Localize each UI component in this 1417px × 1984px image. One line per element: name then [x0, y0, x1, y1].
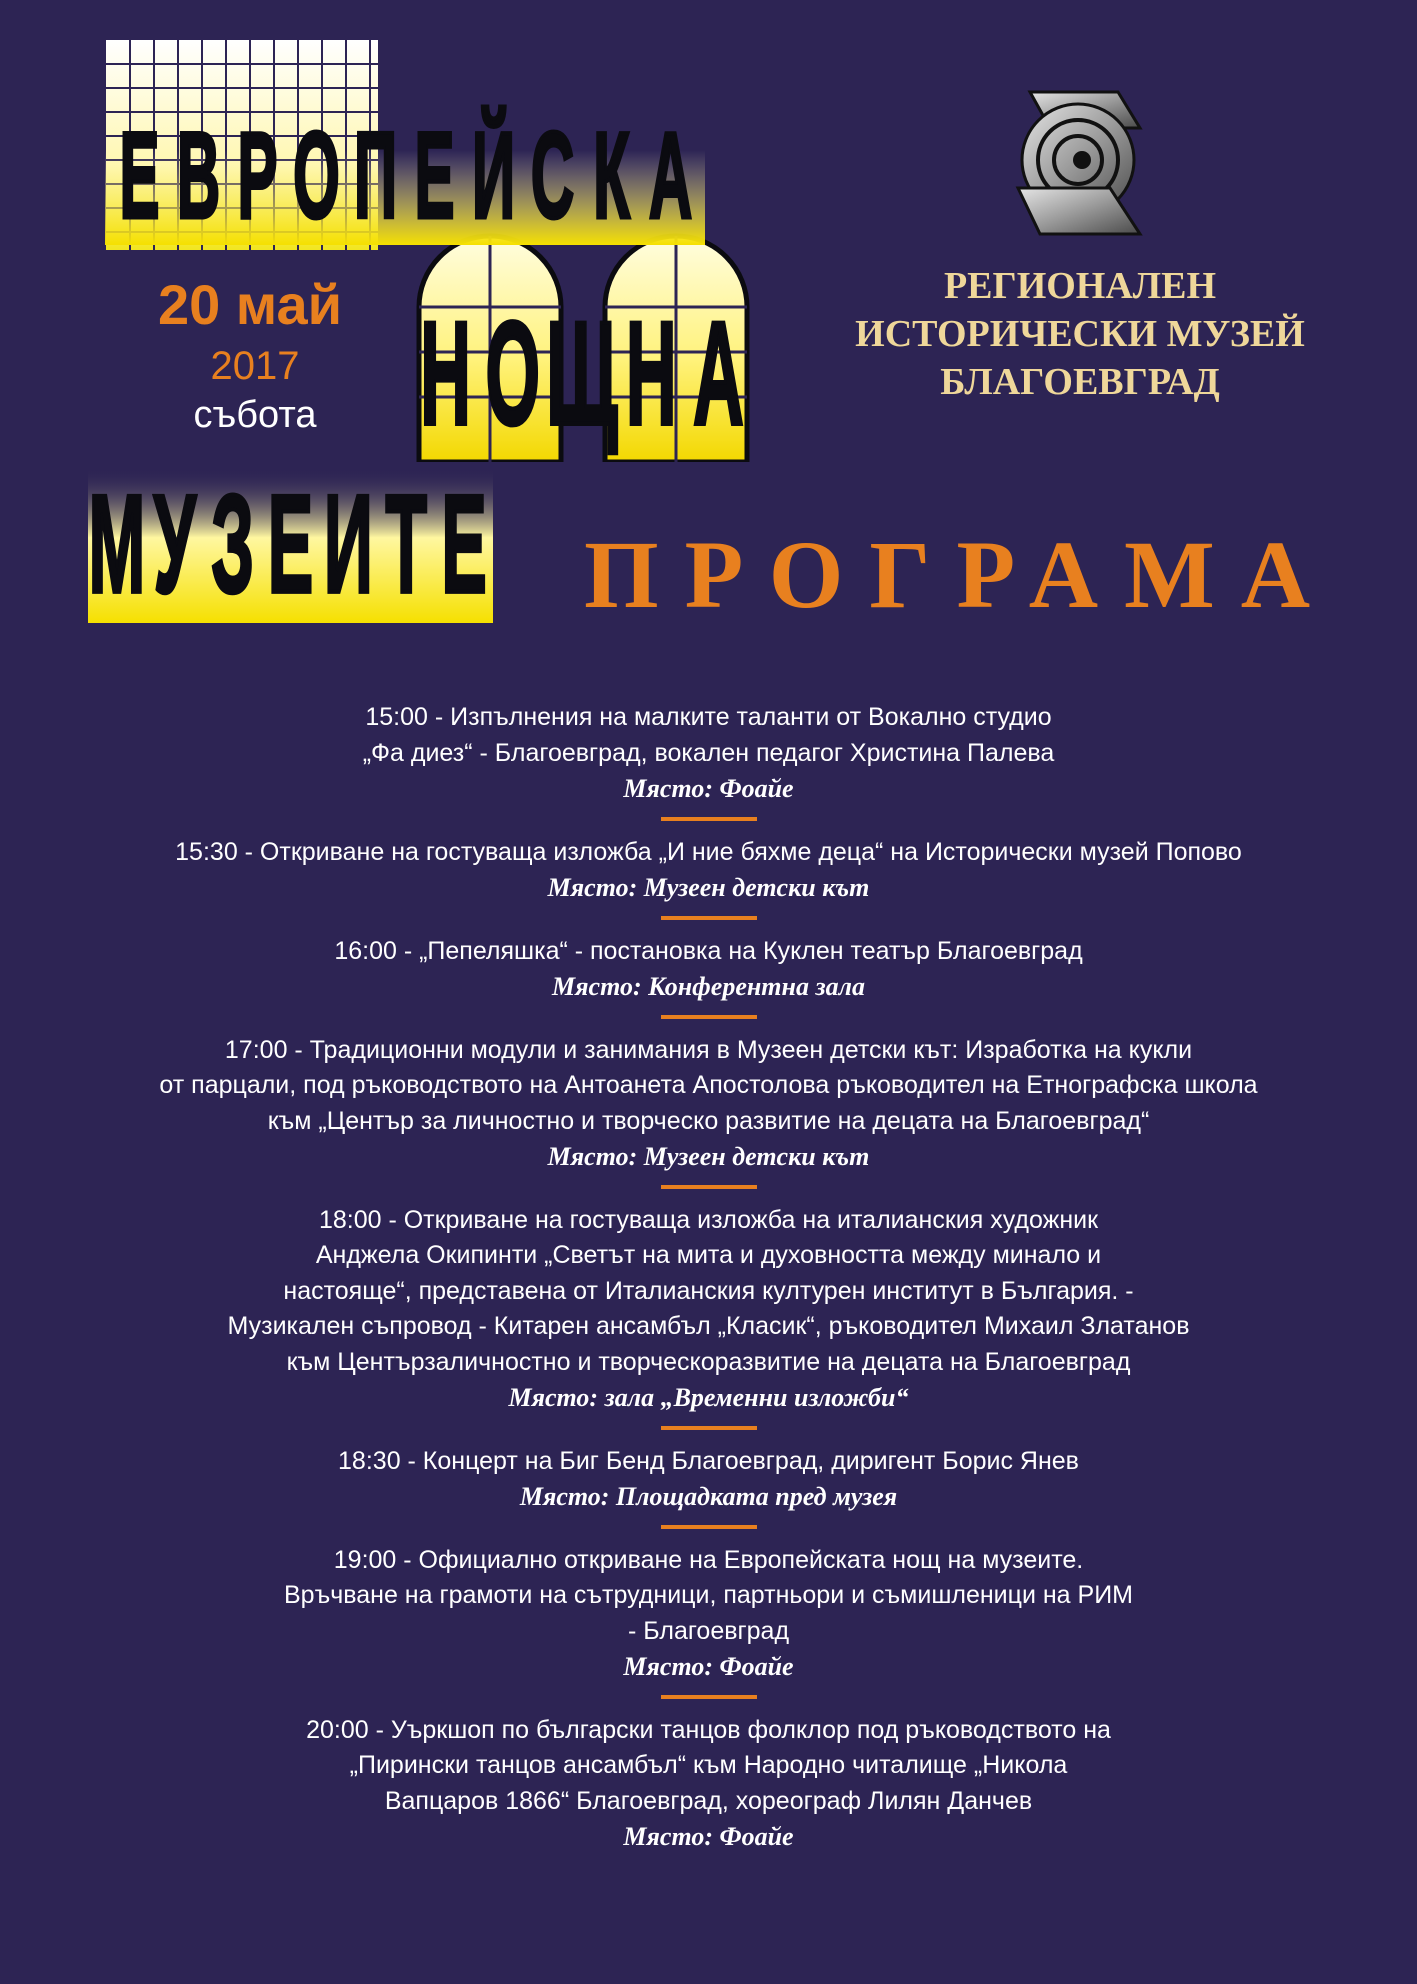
- title-letter: Е: [119, 106, 160, 245]
- title-letter: А: [693, 291, 744, 456]
- event-line: настояще“, представена от Италианския културен институт в България. -: [283, 1276, 1134, 1305]
- schedule-event: [40, 700, 1377, 807]
- event-line: 16:00 - „Пепеляшка“ - постановка на Куклен театър Благоевград: [334, 936, 1083, 965]
- event-line: 18:30 - Концерт на Биг Бенд Благоевград, диригент Борис Янев: [338, 1446, 1079, 1475]
- event-line: 19:00 - Официално откриване на Европейската нощ на музеите.: [333, 1545, 1084, 1574]
- event-line: Анджела Окипинти „Светът на мита и духовността между минало и: [315, 1241, 1102, 1269]
- event-place: Място: Фоайе: [623, 774, 794, 803]
- title-letter: Е: [414, 106, 455, 245]
- museum-name-line: БЛАГОЕВГРАД: [940, 361, 1220, 403]
- event-line: от парцали, под ръководството на Антоанета Апостолова ръководител на Етнографска школа: [159, 1071, 1258, 1099]
- event-line: 15:00 - Изпълнения на малките таланти от Вокално студио: [365, 703, 1052, 731]
- title-letter: О: [485, 291, 540, 456]
- schedule-event: [40, 934, 1377, 1005]
- title-letter: С: [530, 106, 575, 245]
- title-letter: Н: [625, 291, 677, 456]
- title-letter: И: [323, 466, 373, 623]
- separator: [661, 1185, 757, 1189]
- event-line: 18:00 - Откриване на гостуваща изложба на италианския художник: [318, 1205, 1099, 1234]
- event-place: Място: Площадката пред музея: [519, 1482, 898, 1511]
- event-line: „Пирински танцов ансамбъл“ към Народно читалище „Никола: [349, 1751, 1068, 1779]
- title-letter: Н: [420, 291, 471, 456]
- separator: [661, 1015, 757, 1019]
- schedule-event: [40, 1033, 1377, 1175]
- separator: [661, 916, 757, 920]
- separator: [661, 1426, 757, 1430]
- title-letter: Е: [267, 466, 314, 623]
- title-letter: Щ: [546, 291, 618, 456]
- separator: [661, 1695, 757, 1699]
- event-line: 15:30 - Откриване на гостуваща изложба „И ние бяхме деца“ на Исторически музей Попово: [175, 837, 1242, 866]
- title-letter: Е: [441, 466, 487, 623]
- schedule: [40, 700, 1377, 1855]
- event-line: към „Център за личностно и творческо развитие на децата на Благоевград“: [267, 1106, 1150, 1135]
- title-letter: А: [648, 106, 693, 245]
- event-line: - Благоевград: [627, 1616, 790, 1645]
- title-letter: П: [353, 106, 398, 245]
- event-place: Място: Музеен детски кът: [547, 1142, 870, 1171]
- title-word-night: [412, 291, 752, 460]
- title-word-museums: [88, 466, 493, 625]
- schedule-event: [40, 1543, 1377, 1685]
- event-line: 20:00 - Уъркшоп по български танцов фолклор под ръководството на: [306, 1715, 1111, 1744]
- title-letter: М: [88, 466, 146, 623]
- separator: [661, 1525, 757, 1529]
- schedule-event: [40, 1444, 1377, 1515]
- schedule-event: [40, 1203, 1377, 1416]
- schedule-event: [40, 1713, 1377, 1855]
- museum-name-line: ИСТОРИЧЕСКИ МУЗЕЙ: [855, 313, 1305, 355]
- event-place: Място: зала „Временни изложби“: [508, 1383, 909, 1412]
- title-letter: Р: [237, 106, 278, 245]
- event-line: 17:00 - Традиционни модули и занимания в Музеен детски кът: Изработка на кукли: [224, 1035, 1193, 1064]
- event-weekday: събота: [193, 394, 317, 436]
- program-title: ПРОГРАМА: [583, 521, 1337, 628]
- title-word-european: [110, 106, 700, 245]
- event-place: Място: Фоайе: [623, 1652, 794, 1681]
- event-date: 20 май: [157, 273, 343, 336]
- title-letter: У: [153, 466, 196, 623]
- title-letter: З: [211, 466, 254, 623]
- title-letter: Й: [471, 106, 516, 245]
- title-letter: В: [176, 106, 221, 245]
- schedule-event: [40, 835, 1377, 906]
- museum-name-line: РЕГИОНАЛЕН: [943, 265, 1217, 307]
- event-line: „Фа диез“ - Благоевград, вокален педагог Христина Палева: [362, 738, 1055, 767]
- title-letter: К: [593, 106, 630, 245]
- event-line: към Центързаличностно и творческоразвитие на децата на Благоевград: [286, 1347, 1131, 1376]
- event-line: Музикален съпровод - Китарен ансамбъл „Класик“, ръководител Михаил Златанов: [227, 1312, 1190, 1340]
- event-place: Място: Фоайе: [623, 1822, 794, 1851]
- event-place: Място: Музеен детски кът: [547, 873, 870, 902]
- event-year: 2017: [210, 344, 300, 388]
- title-letter: Т: [385, 466, 427, 623]
- event-line: Вапцаров 1866“ Благоевград, хореограф Лилян Данчев: [384, 1786, 1033, 1815]
- separator: [661, 817, 757, 821]
- museum-logo-icon: [990, 88, 1150, 238]
- museum-name: [800, 262, 1360, 406]
- event-line: Връчване на грамоти на сътрудници, партньори и съмишленици на РИМ: [284, 1581, 1133, 1609]
- title-letter: О: [293, 106, 340, 245]
- event-place: Място: Конферентна зала: [552, 972, 865, 1001]
